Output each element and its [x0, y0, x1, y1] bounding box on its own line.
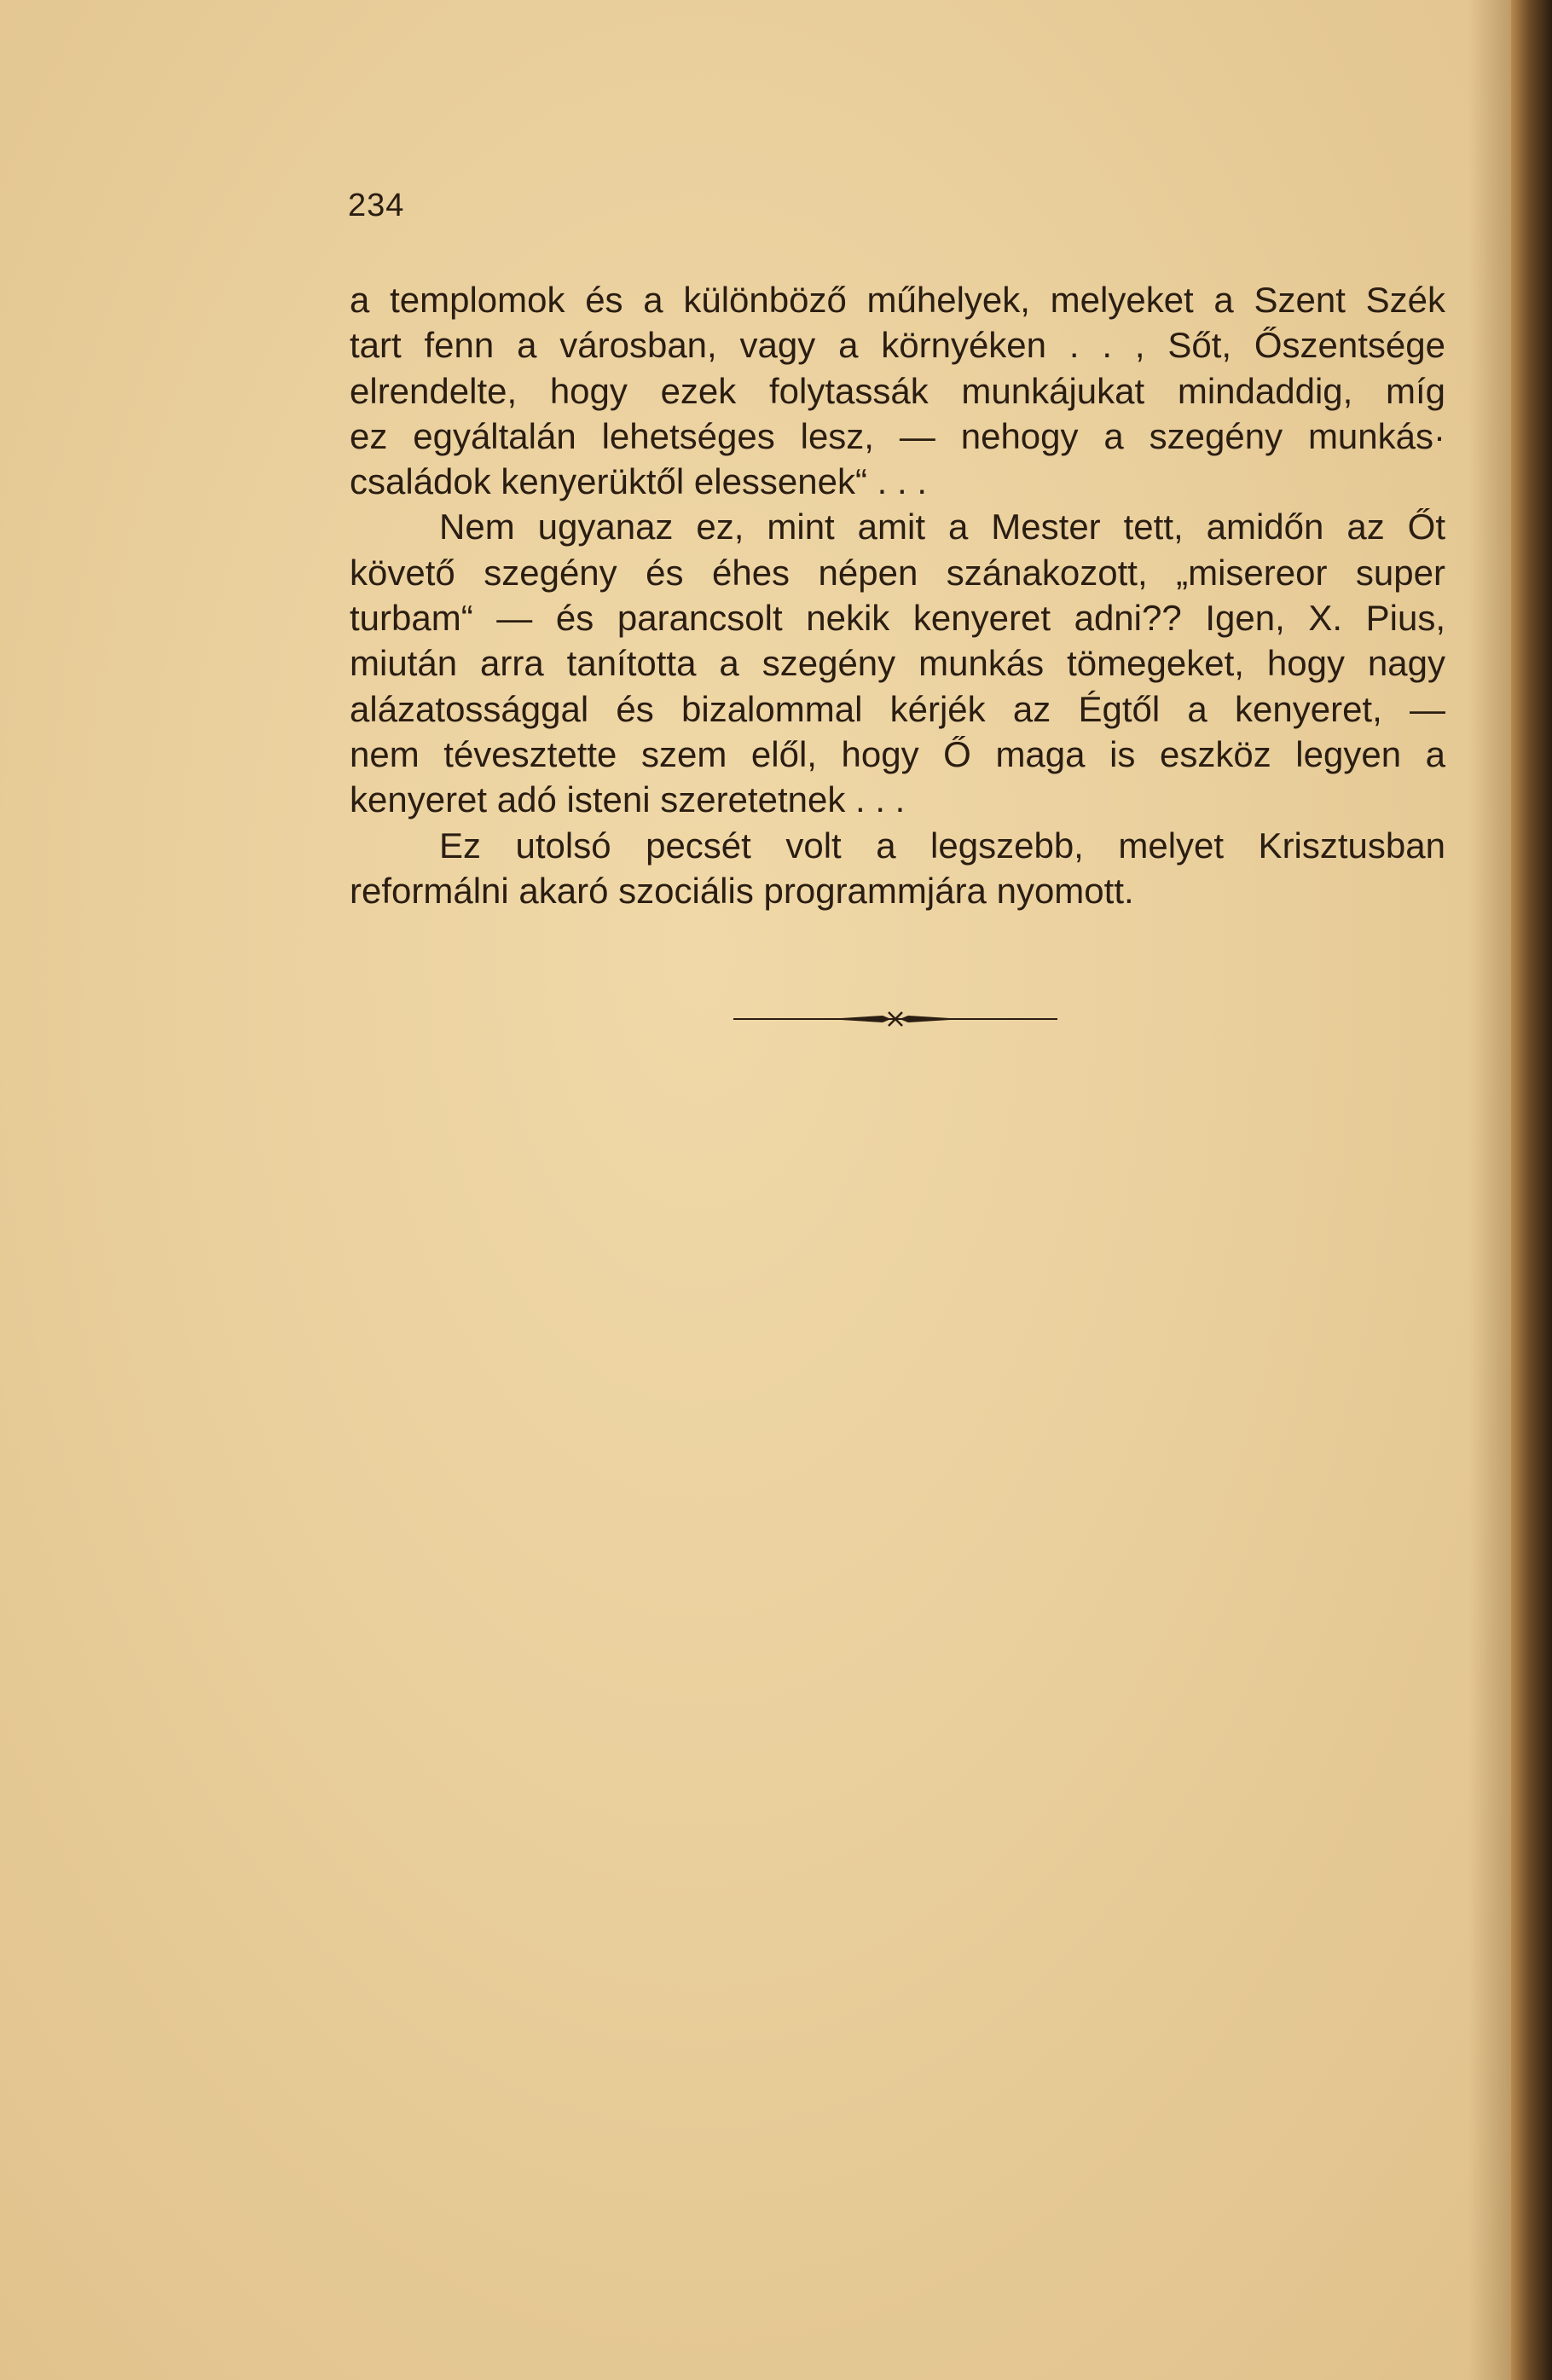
body-text: [350, 277, 1445, 913]
book-edge: [1511, 0, 1552, 2380]
text-line: ez egyáltalán lehetséges lesz, — nehogy a szegény munkás·: [350, 415, 1445, 456]
text-line: családok kenyerüktől elessenek“ . . .: [350, 461, 928, 502]
text-line: elrendelte, hogy ezek folytassák munkájukat mindaddig, míg: [350, 370, 1445, 411]
text-line: alázatossággal és bizalommal kérjék az Égtől a kenyeret, —: [350, 688, 1445, 729]
text-line: reformálni akaró szociális programmjára nyomott.: [350, 870, 1134, 911]
section-end-ornament: [733, 1002, 1057, 1036]
text-line: Ez utolsó pecsét volt a legszebb, melyet Krisztusban: [439, 825, 1445, 866]
text-line: a templomok és a különböző műhelyek, melyeket a Szent Szék: [350, 280, 1445, 320]
text-line: nem tévesztette szem elől, hogy Ő maga is eszköz legyen a: [350, 733, 1445, 774]
text-line: miután arra tanította a szegény munkás tömegeket, hogy nagy: [350, 643, 1445, 684]
text-line: turbam“ — és parancsolt nekik kenyeret adni?? Igen, X. Pius,: [350, 598, 1445, 639]
text-line: Nem ugyanaz ez, mint amit a Mester tett, amidőn az Őt: [439, 507, 1445, 547]
text-line: kenyeret adó isteni szeretetnek . . .: [350, 779, 906, 820]
page-gutter-shadow: [1468, 0, 1511, 2380]
page-number: 234: [348, 188, 405, 223]
text-line: tart fenn a városban, vagy a környéken . . , Sőt, Őszentsége: [350, 325, 1445, 366]
text-line: követő szegény és éhes népen szánakozott, „misereor super: [350, 552, 1445, 593]
